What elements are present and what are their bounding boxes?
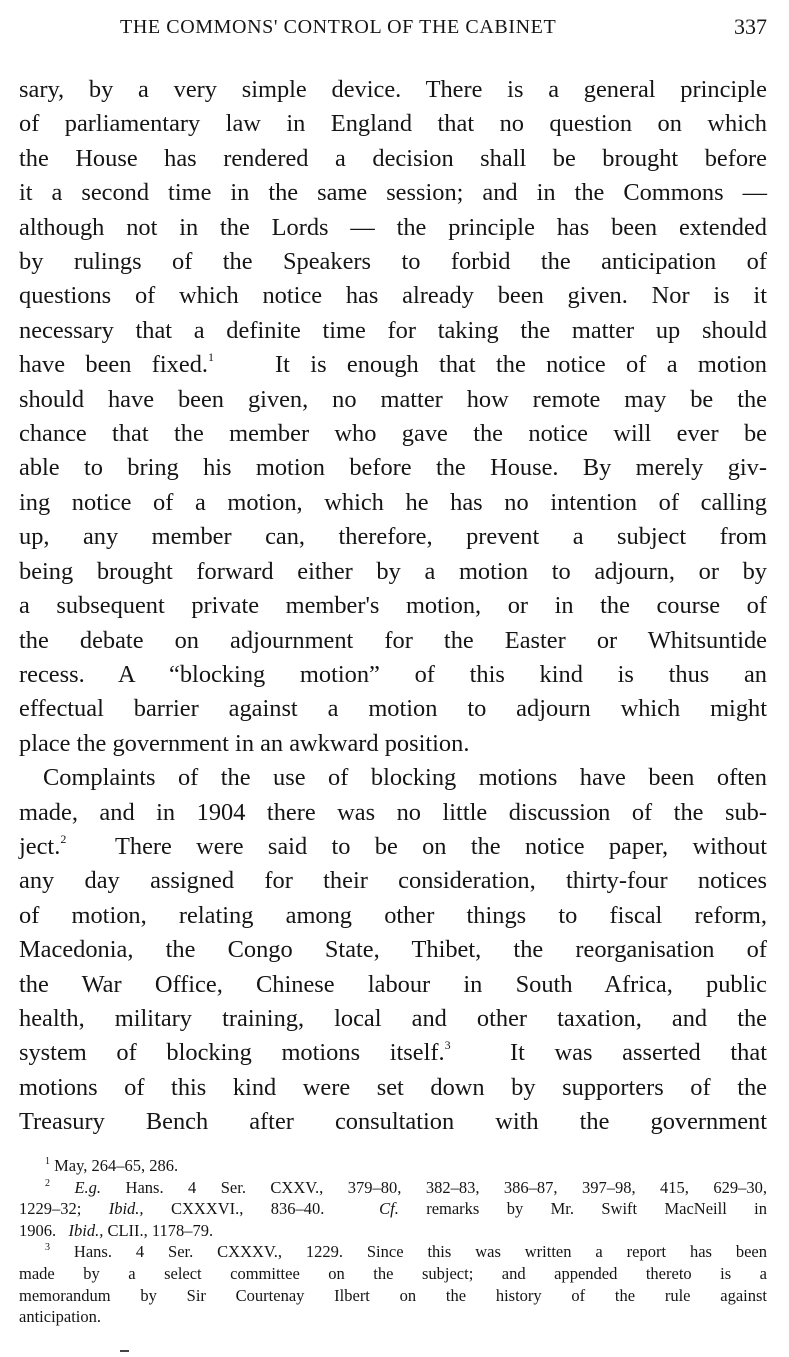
text-line: up, any member can, therefore, prevent a subject from [19, 523, 767, 551]
text-line: health, military training, local and other taxation, and the [19, 1004, 767, 1032]
footnotes [19, 1155, 767, 1328]
footnote-ref-1: 1 [208, 350, 214, 365]
text-line: able to bring his motion before the House. By merely giv- [19, 454, 767, 482]
footnote-text: Hans. 4 Ser. CXXV., 379–80, 382–83, 386–87, 397–98, 415, 629–30, [125, 1177, 768, 1197]
text-line: chance that the member who gave the notice will ever be [19, 420, 767, 448]
text-line: the War Office, Chinese labour in South Africa, public [19, 970, 767, 998]
footnote-ref-2: 2 [60, 831, 67, 846]
text-line: ing notice of a motion, which he has no intention of calling [19, 488, 767, 516]
running-header [120, 12, 767, 42]
text-line: being brought forward either by a motion to adjourn, or by [19, 557, 767, 585]
text-line [19, 830, 767, 864]
text-segment: ject. [19, 832, 61, 860]
text-line: necessary that a definite time for taking the matter up should [19, 316, 767, 344]
footnote-3-cont: anticipation. [19, 1307, 102, 1327]
text-segment: It was asserted that [509, 1039, 767, 1067]
footnote-marker: 3 [45, 1242, 50, 1254]
text-line: it a second time in the same session; and in the Commons — [19, 179, 767, 207]
footnote-3 [19, 1241, 767, 1263]
text-line: should have been given, no matter how remote may be the [19, 385, 767, 413]
footnote-text: CXXXVI., 836–40. [170, 1199, 325, 1219]
text-line [19, 348, 767, 382]
text-line: Complaints of the use of blocking motions have been often [43, 764, 767, 792]
print-mark [120, 1350, 129, 1352]
text-line: the House has rendered a decision shall be brought before [19, 144, 767, 172]
text-line: of parliamentary law in England that no question on which [19, 110, 767, 138]
text-line: sary, by a very simple device. There is a general principle [19, 76, 767, 103]
footnote-3-cont: memorandum by Sir Courtenay Ilbert on the history of the rule against [19, 1285, 767, 1305]
text-line: questions of which notice has already been given. Nor is it [19, 282, 767, 310]
footnote-3-cont: made by a select committee on the subject; and appended thereto is a [19, 1263, 767, 1283]
footnote-marker: 1 [45, 1156, 50, 1167]
text-line: a subsequent private member's motion, or in the course of [19, 592, 767, 620]
page-number: 337 [734, 14, 767, 39]
footnote-ibid: Ibid., [108, 1199, 144, 1219]
footnote-text: May, 264–65, 286. [54, 1156, 179, 1175]
text-line: although not in the Lords — the principle has been extended [19, 213, 767, 241]
footnote-2-cont [19, 1220, 767, 1242]
text-line: place the government in an awkward position. [19, 729, 470, 757]
footnote-text: Hans. 4 Ser. CXXXV., 1229. Since this was written a report has been [73, 1242, 768, 1262]
text-line: of motion, relating among other things to fiscal reform, [19, 901, 767, 929]
footnote-text: remarks by Mr. Swift MacNeill in [426, 1199, 767, 1219]
text-segment: There were said to be on the notice paper, without [114, 832, 768, 860]
footnote-ibid: Ibid., [68, 1220, 104, 1240]
footnote-cf: Cf. [379, 1199, 399, 1219]
text-line: Macedonia, the Congo State, Thibet, the reorganisation of [19, 936, 767, 964]
footnote-text: 1229–32; [19, 1199, 82, 1219]
text-line: by rulings of the Speakers to forbid the anticipation of [19, 248, 767, 276]
running-title: THE COMMONS' CONTROL OF THE CABINET [120, 16, 557, 38]
footnote-eg: E.g. [74, 1177, 102, 1197]
text-line: recess. A “blocking motion” of this kind is thus an [19, 660, 767, 688]
footnote-2-cont [19, 1198, 767, 1220]
text-line: Treasury Bench after consultation with the government [19, 1108, 767, 1136]
text-line: the debate on adjournment for the Easter or Whitsuntide [19, 626, 767, 654]
footnote-text: CLII., 1178–79. [107, 1220, 214, 1240]
text-segment: It is enough that the notice of a motion [275, 351, 767, 379]
text-line: effectual barrier against a motion to adjourn which might [19, 695, 767, 723]
text-segment: have been fixed. [19, 351, 208, 379]
text-line [19, 1036, 767, 1070]
footnote-text: 1906. [19, 1220, 57, 1240]
text-line: motions of this kind were set down by supporters of the [19, 1073, 767, 1101]
text-line: any day assigned for their consideration, thirty-four notices [19, 867, 767, 895]
text-segment: system of blocking motions itself. [19, 1039, 445, 1067]
footnote-ref-3: 3 [444, 1038, 451, 1053]
body-text [19, 73, 767, 1140]
footnote-1 [19, 1155, 767, 1177]
text-line: made, and in 1904 there was no little discussion of the sub- [19, 798, 767, 826]
footnote-2 [19, 1177, 767, 1199]
footnote-marker: 2 [45, 1177, 50, 1189]
